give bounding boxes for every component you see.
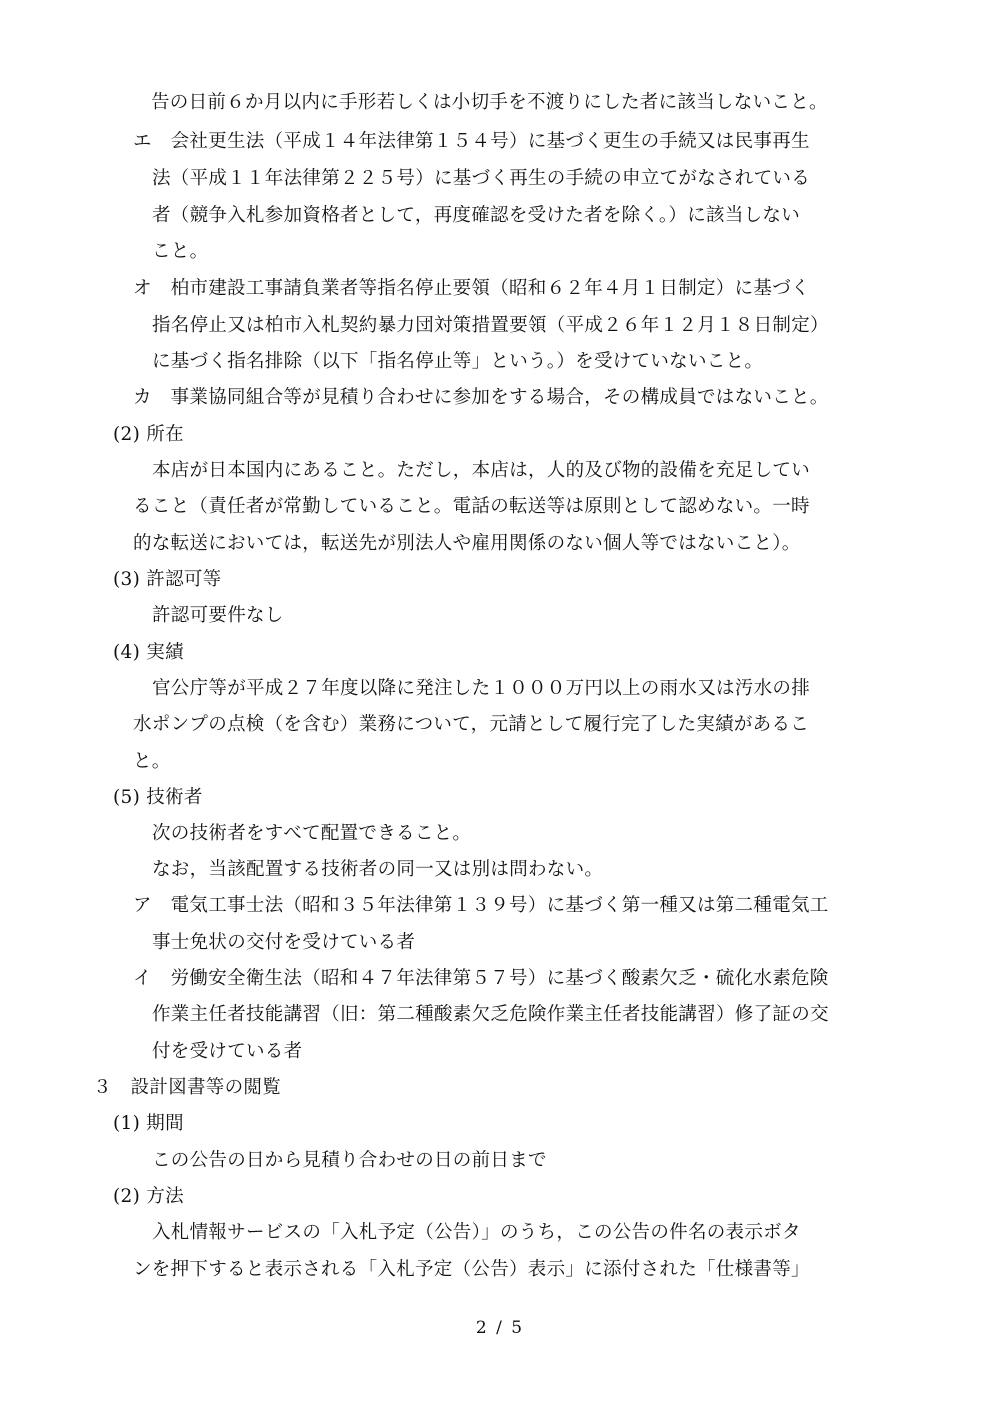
section-heading-licenses: (3) 許認可等: [113, 569, 222, 590]
text-line-18: 水ポンプの点検（を含む）業務について，元請として履行完了した実績があるこ: [133, 714, 810, 735]
text-line-22: なお，当該配置する技術者の同一又は別は問わない。: [152, 859, 604, 880]
text-line-7: 指名停止又は柏市入札契約暴力団対策措置要領（平成２６年１２月１８日制定）: [152, 315, 829, 336]
text-line-3: 法（平成１１年法律第２２５号）に基づく再生の手続の申立てがなされている: [152, 168, 811, 189]
section-heading-period: (1) 期間: [113, 1113, 184, 1134]
text-line-24: 事士免状の交付を受けている者: [152, 932, 416, 953]
section-heading-record: (4) 実績: [113, 642, 184, 663]
section-heading-method: (2) 方法: [113, 1186, 184, 1207]
text-line-2: エ 会社更生法（平成１４年法律第１５４号）に基づく更生の手続又は民事再生: [133, 131, 810, 152]
section-heading-engineers: (5) 技術者: [113, 787, 203, 808]
page-number: [0, 1318, 1000, 1338]
text-line-5: こと。: [152, 241, 209, 262]
text-line-25: イ 労働安全衛生法（昭和４７年法律第５７号）に基づく酸素欠乏・硫化水素危険: [133, 968, 829, 989]
text-line-32: 入札情報サービスの「入札予定（公告）」のうち，この公告の件名の表示ボタ: [152, 1222, 801, 1243]
text-line-33: ンを押下すると表示される「入札予定（公告）表示」に添付された「仕様書等」: [133, 1259, 810, 1280]
page-separator: /: [496, 1318, 504, 1338]
text-line-4: 者（競争入札参加資格者として，再度確認を受けた者を除く。）に該当しない: [152, 205, 801, 226]
text-line-15: 許認可要件なし: [152, 605, 284, 626]
text-line-26: 作業主任者技能講習（旧：第二種酸素欠乏危険作業主任者技能講習）修了証の交: [152, 1004, 829, 1025]
section-heading-document-viewing: ３ 設計図書等の閲覧: [93, 1077, 282, 1098]
text-line-8: に基づく指名排除（以下「指名停止等」という。）を受けていないこと。: [152, 351, 764, 372]
text-line-6: オ 柏市建設工事請負業者等指名停止要領（昭和６２年４月１日制定）に基づく: [133, 278, 810, 299]
text-line-21: 次の技術者をすべて配置できること。: [152, 823, 472, 844]
text-line-23: ア 電気工事士法（昭和３５年法律第１３９号）に基づく第一種又は第二種電気工: [133, 895, 829, 916]
text-line-13: 的な転送においては，転送先が別法人や雇用関係のない個人等ではないこと）。: [133, 533, 801, 554]
total-pages: 5: [511, 1318, 525, 1338]
text-line-19: と。: [133, 751, 171, 772]
text-line-1: 告の日前６か月以内に手形若しくは小切手を不渡りにした者に該当しないこと。: [151, 92, 828, 113]
text-line-27: 付を受けている者: [152, 1041, 303, 1062]
section-heading-location: (2) 所在: [113, 424, 184, 445]
text-line-9: カ 事業協同組合等が見積り合わせに参加をする場合，その構成員ではないこと。: [133, 387, 829, 408]
current-page: 2: [475, 1318, 489, 1338]
text-line-12: ること（責任者が常勤していること。電話の転送等は原則として認めない。一時: [133, 496, 810, 517]
text-line-11: 本店が日本国内にあること。ただし，本店は，人的及び物的設備を充足してい: [152, 460, 811, 481]
text-line-30: この公告の日から見積り合わせの日の前日まで: [152, 1150, 547, 1171]
text-line-17: 官公庁等が平成２７年度以降に発注した１０００万円以上の雨水又は汚水の排: [152, 678, 811, 699]
